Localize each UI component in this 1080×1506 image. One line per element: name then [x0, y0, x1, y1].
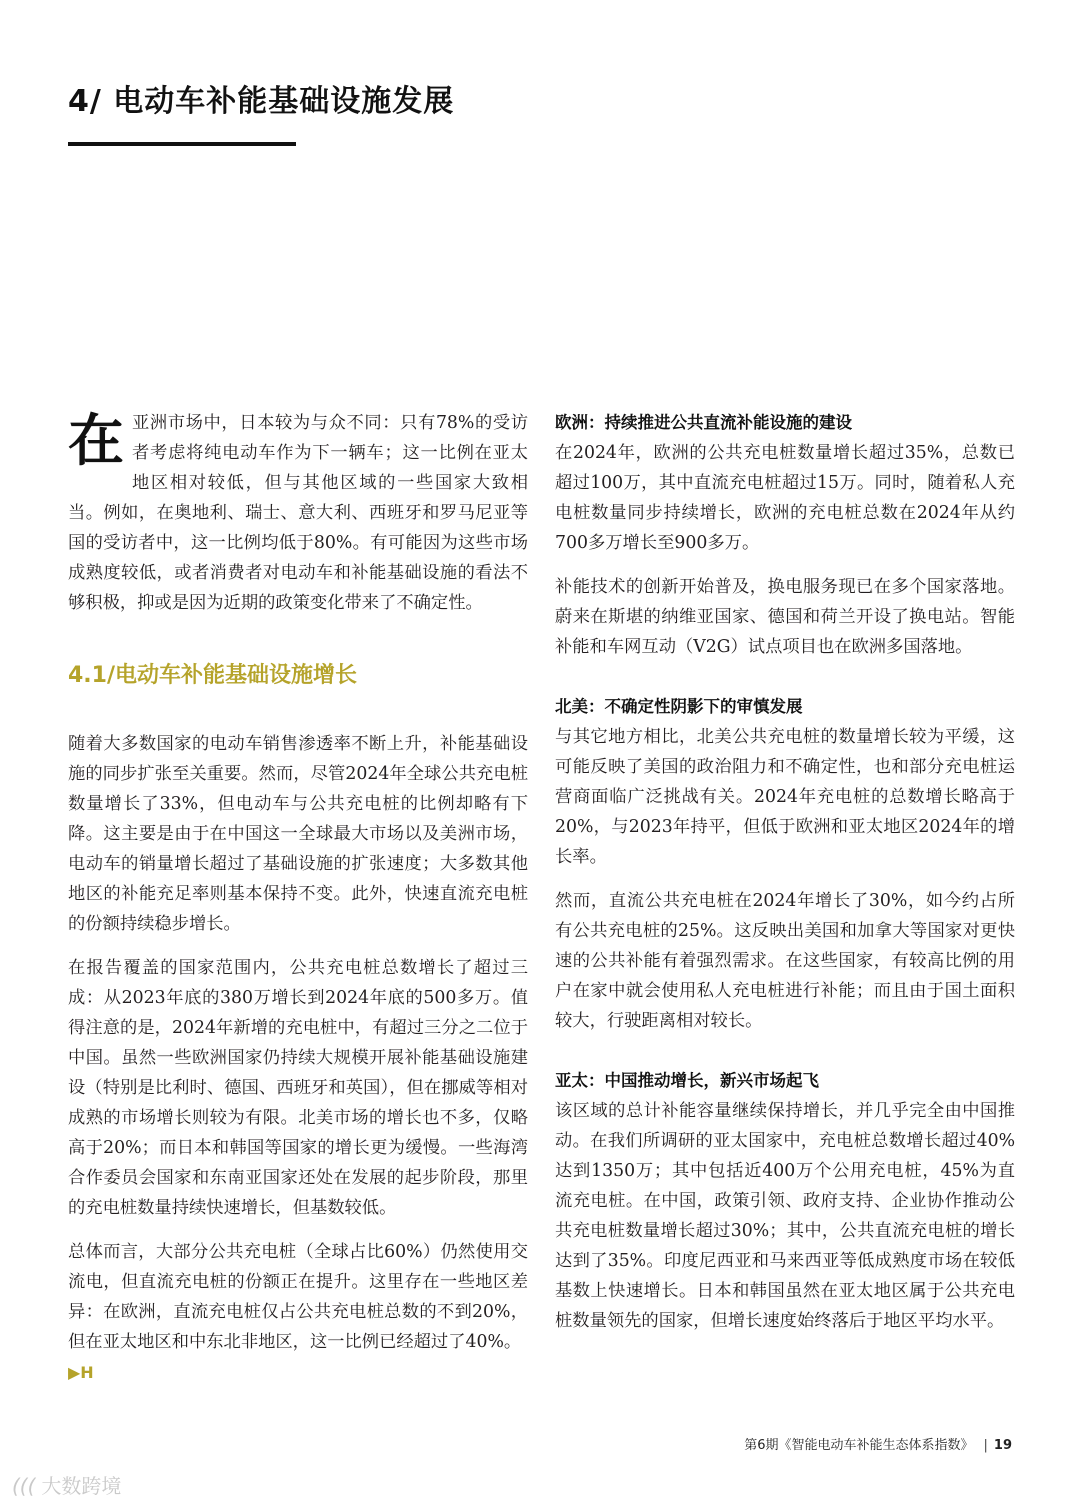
- watermark: [12, 1470, 121, 1499]
- drop-cap: 在: [68, 408, 124, 474]
- intro-paragraph: [68, 408, 528, 618]
- north-america-heading: 北美：不确定性阴影下的审慎发展: [555, 697, 803, 716]
- page-number: 19: [993, 1438, 1012, 1453]
- europe-heading: 欧洲：持续推进公共直流补能设施的建设: [555, 413, 852, 432]
- continue-arrow-icon: ▶H: [68, 1363, 94, 1382]
- north-america-paragraph-1: 与其它地方相比，北美公共充电桩的数量增长较为平缓，这可能反映了美国的政治阻力和不确定性，也和部分充电桩运营商面临广泛挑战有关。2024年充电桩的总数增长略高于20%，与2023年持平，但低于欧洲和亚太地区2024年的增长率。: [555, 727, 1015, 867]
- section-4-1-paragraph-1: 随着大多数国家的电动车销售渗透率不断上升，补能基础设施的同步扩张至关重要。然而，尽管2024年全球公共充电桩数量增长了33%，但电动车与公共充电桩的比例却略有下降。这主要是由于在中国这一全球最大市场以及美洲市场，电动车的销量增长超过了基础设施的扩张速度；大多数其他地区的补能充足率则基本保持不变。此外，快速直流充电桩的份额持续稳步增长。: [68, 734, 528, 934]
- intro-text: 亚洲市场中，日本较为与众不同：只有78%的受访者考虑将纯电动车作为下一辆车；这一比例在亚太地区相对较低，但与其他区域的一些国家大致相当。例如，在奥地利、瑞士、意大利、西班牙和罗马尼亚等国的受访者中，这一比例均低于80%。有可能因为这些市场成熟度较低，或者消费者对电动车和补能基础设施的看法不够积极，抑或是因为近期的政策变化带来了不确定性。: [68, 413, 528, 613]
- europe-paragraph-1: 在2024年，欧洲的公共充电桩数量增长超过35%，总数已超过100万，其中直流充电桩超过15万。同时，随着私人充电桩数量同步持续增长，欧洲的充电桩总数在2024年从约700多万增长至900多万。: [555, 443, 1015, 553]
- right-column: [555, 408, 1015, 1336]
- asia-pacific-heading: 亚太：中国推动增长，新兴市场起飞: [555, 1071, 819, 1090]
- watermark-text: 大数跨境: [41, 1474, 122, 1498]
- watermark-logo-icon: (((: [12, 1474, 36, 1498]
- title-rule: [68, 142, 296, 146]
- publication-title: 第6期《智能电动车补能生态体系指数》: [744, 1438, 974, 1453]
- page-footer: [744, 1434, 1012, 1453]
- footer-separator: |: [983, 1438, 988, 1453]
- section-4-1-paragraph-3: 总体而言，大部分公共充电桩（全球占比60%）仍然使用交流电，但直流充电桩的份额正在提升。这里存在一些地区差异：在欧洲，直流充电桩仅占公共充电桩总数的不到20%，但在亚太地区和中东北非地区，这一比例已经超过了40%。: [68, 1242, 528, 1352]
- north-america-paragraph-2: 然而，直流公共充电桩在2024年增长了30%，如今约占所有公共充电桩的25%。这反映出美国和加拿大等国家对更快速的公共补能有着强烈需求。在这些国家，有较高比例的用户在家中就会使用私人充电桩进行补能；而且由于国土面积较大，行驶距离相对较长。: [555, 891, 1015, 1031]
- section-4-1-paragraph-2: 在报告覆盖的国家范围内，公共充电桩总数增长了超过三成：从2023年底的380万增长到2024年底的500多万。值得注意的是，2024年新增的充电桩中，有超过三分之二位于中国。虽然一些欧洲国家仍持续大规模开展补能基础设施建设（特别是比利时、德国、西班牙和英国），但在挪威等相对成熟的市场增长则较为有限。北美市场的增长也不多，仅略高于20%；而日本和韩国等国家的增长更为缓慢。一些海湾合作委员会国家和东南亚国家还处在发展的起步阶段，那里的充电桩数量持续快速增长，但基数较低。: [68, 958, 528, 1218]
- chapter-title: 4/ 电动车补能基础设施发展: [68, 84, 455, 119]
- europe-paragraph-2: 补能技术的创新开始普及，换电服务现已在多个国家落地。蔚来在斯堪的纳维亚国家、德国和荷兰开设了换电站。智能补能和车网互动（V2G）试点项目也在欧洲多国落地。: [555, 577, 1015, 657]
- section-title-4-1: 4.1/电动车补能基础设施增长: [68, 663, 358, 688]
- asia-pacific-paragraph-1: 该区域的总计补能容量继续保持增长，并几乎完全由中国推动。在我们所调研的亚太国家中，充电桩总数增长超过40%达到1350万；其中包括近400万个公用充电桩，45%为直流充电桩。在中国，政策引领、政府支持、企业协作推动公共充电桩数量增长超过30%；其中，公共直流充电桩的增长达到了35%。印度尼西亚和马来西亚等低成熟度市场在较低基数上快速增长。日本和韩国虽然在亚太地区属于公共充电桩数量领先的国家，但增长速度始终落后于地区平均水平。: [555, 1101, 1015, 1331]
- left-column: [68, 408, 528, 1388]
